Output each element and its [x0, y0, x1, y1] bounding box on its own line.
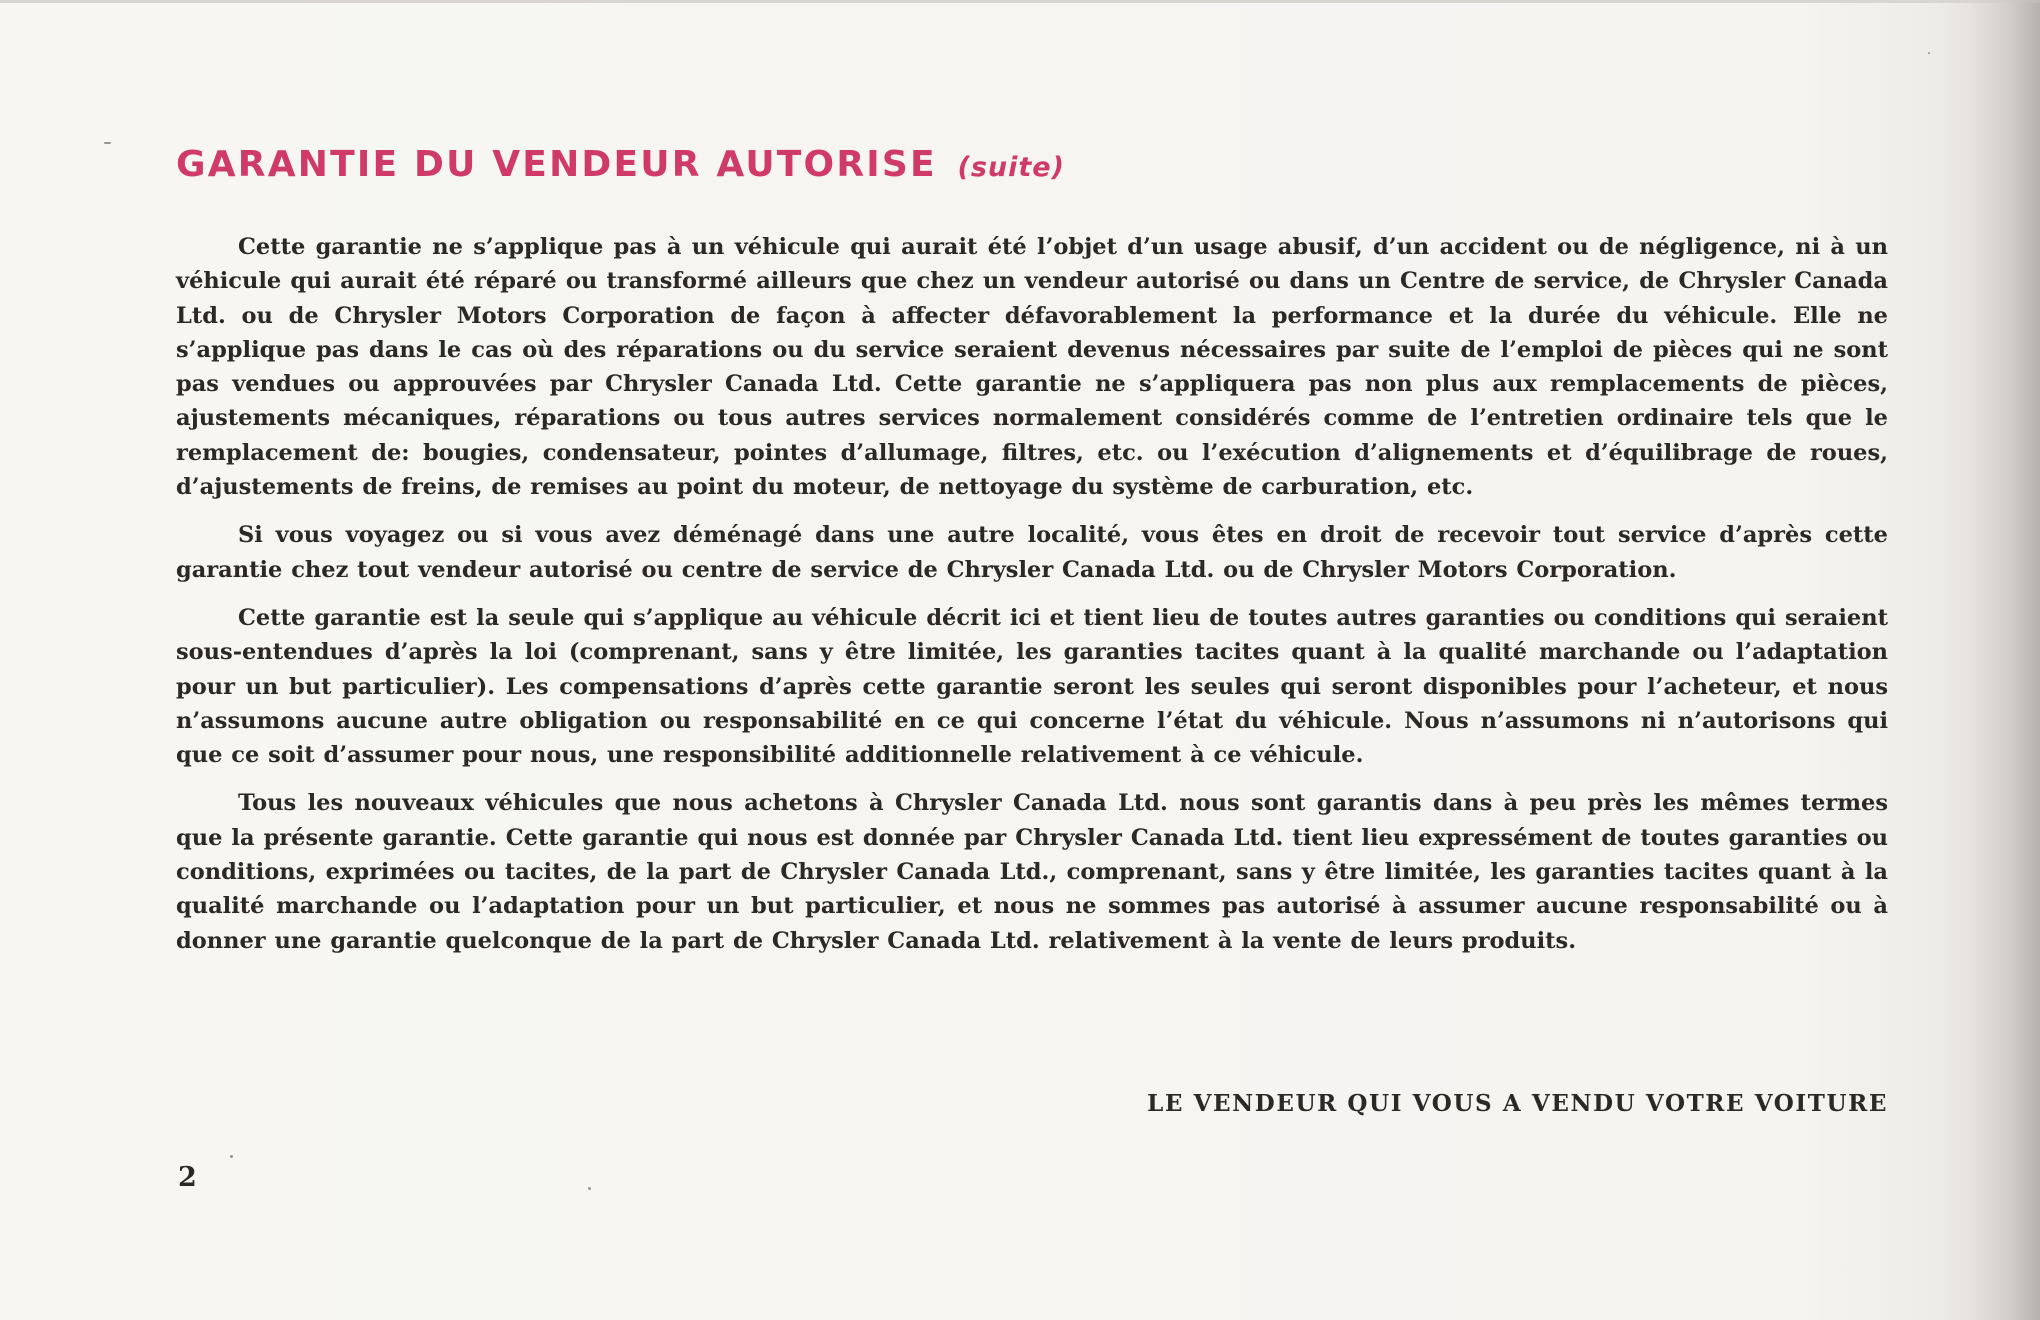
paragraph-manufacturer-warranty: Tous les nouveaux véhicules que nous achetons à Chrysler Canada Ltd. nous sont garantis dans à peu près les mêmes termes que la présente garantie. Cette garantie qui nous est donnée par Chrysler Canada Ltd. tient lieu expressément de toutes garanties ou conditions, exprimées ou tacites, de la part de Chrysler Canada Ltd., comprenant, sans y être limitée, les garanties tacites quant à la qualité marchande ou l’adaptation pour un but particulier, et nous ne sommes pas autorisé à assumer aucune responsabilité ou à donner une garantie quelconque de la part de Chrysler Canada Ltd. relativement à la vente de leurs produits.	[176, 790, 1888, 954]
paper-speck	[588, 1187, 591, 1190]
heading-title: GARANTIE DU VENDEUR AUTORISE	[176, 144, 937, 185]
heading-suffix: (suite)	[957, 152, 1065, 183]
page-number: 2	[178, 1162, 197, 1193]
paragraph-sole-warranty: Cette garantie est la seule qui s’applique au véhicule décrit ici et tient lieu de toutes autres garanties ou conditions qui seraient sous-entendues d’après la loi (comprenant, sans y être limitée, les garanties tacites quant à la qualité marchande ou l’adaptation pour un but particulier). Les compensations d’après cette garantie seront les seules qui seront disponibles pour l’acheteur, et nous n’assumons aucune autre obligation ou responsabilité en ce qui concerne l’état du véhicule. Nous n’assumons ni n’autorisons qui que ce soit d’assumer pour nous, une responsibilité additionnelle relativement à ce véhicule.	[176, 604, 1888, 769]
paragraph-travel-service: Si vous voyagez ou si vous avez déménagé dans une autre localité, vous êtes en droit de recevoir tout service d’après cette garantie chez tout vendeur autorisé ou centre de service de Chrysler Canada Ltd. ou de Chrysler Motors Corporation.	[176, 522, 1888, 583]
paper-speck	[230, 1155, 233, 1158]
paper-speck	[104, 142, 111, 144]
page-heading	[176, 144, 1065, 185]
paragraph-warranty-exclusions: Cette garantie ne s’applique pas à un véhicule qui aurait été l’objet d’un usage abusif, d’un accident ou de négligence, ni à un véhicule qui aurait été réparé ou transformé ailleurs que chez un vendeur autorisé ou dans un Centre de service, de Chrysler Canada Ltd. ou de Chrysler Motors Corporation de façon à affecter défavorablement la performance et la durée du véhicule. Elle ne s’applique pas dans le cas où des réparations ou du service seraient devenus nécessaires par suite de l’emploi de pièces qui ne sont pas vendues ou approuvées par Chrysler Canada Ltd. Cette garantie ne s’appliquera pas non plus aux remplacements de pièces, ajustements mécaniques, réparations ou tous autres services normalement considérés comme de l’entretien ordinaire tels que le remplacement de: bougies, condensateur, pointes d’allumage, filtres, etc. ou l’exécution d’alignements et d’équilibrage de roues, d’ajustements de freins, de remises au point du moteur, de nettoyage du système de carburation, etc.	[176, 234, 1888, 501]
page-edge-shadow	[1970, 0, 2040, 1320]
dealer-signature: LE VENDEUR QUI VOUS A VENDU VOTRE VOITURE	[1147, 1090, 1888, 1117]
top-edge-rule	[0, 0, 2040, 3]
paper-speck	[1928, 52, 1930, 54]
body-text	[176, 230, 1888, 972]
